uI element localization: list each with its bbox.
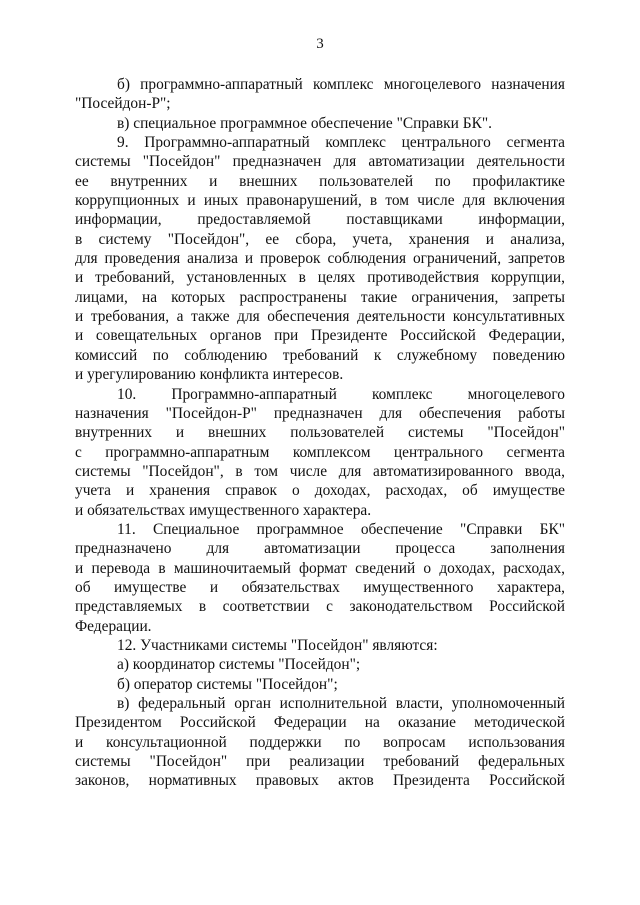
text-line: Федерации. (75, 617, 152, 635)
text-line: и урегулированию конфликта интересов. (75, 366, 344, 384)
text-line: в) федеральный орган исполнительной власти, уполномоченный (117, 695, 565, 712)
text-line: предназначено для автоматизации процесса заполнения (75, 540, 565, 558)
text-line: 9. Программно-аппаратный комплекс центрального сегмента (117, 134, 565, 152)
text-line: 12. Участниками системы "Посейдон" являются: (117, 636, 438, 654)
text-line: и совещательных органов при Президенте Российской Федерации, (75, 327, 565, 345)
text-line: для проведения анализа и проверок соблюдения ограничений, запретов (75, 250, 565, 268)
text-line: информации, предоставляемой поставщиками информации, (75, 211, 565, 229)
text-line: Президентом Российской Федерации на оказание методической (75, 714, 565, 732)
text-line: и перевода в машиночитаемый формат сведений о доходах, расходах, (75, 559, 565, 577)
text-line: и требования, а также для обеспечения деятельности консультативных (75, 308, 565, 326)
page-number: 3 (316, 36, 324, 52)
text-line: 10. Программно-аппаратный комплекс многоцелевого (117, 385, 565, 403)
text-line: лицами, на которых распространены такие ограничения, запреты (75, 288, 565, 306)
text-line: и консультационной поддержки по вопросам использования (75, 733, 565, 751)
text-line: законов, нормативных правовых актов Президента Российской (75, 772, 565, 790)
text-line: системы "Посейдон", в том числе для автоматизированного ввода, (75, 462, 565, 480)
text-line: в систему "Посейдон", ее сбора, учета, хранения и анализа, (75, 230, 565, 248)
text-line: внутренних и внешних пользователей системы "Посейдон" (75, 424, 565, 442)
text-line: б) программно-аппаратный комплекс многоцелевого назначения (117, 76, 565, 93)
text-line: 11. Специальное программное обеспечение "Справки БК" (117, 520, 565, 538)
text-line: "Посейдон-Р"; (75, 95, 171, 113)
text-line: ее внутренних и внешних пользователей по профилактике (75, 172, 565, 190)
text-line: комиссий по соблюдению требований к служебному поведению (75, 346, 565, 364)
text-line: в) специальное программное обеспечение "Справки БК". (117, 114, 492, 132)
text-line: системы "Посейдон" при реализации требований федеральных (75, 753, 565, 771)
document-body (75, 75, 565, 791)
text-line: назначения "Посейдон-Р" предназначен для обеспечения работы (75, 404, 565, 422)
text-line: с программно-аппаратным комплексом центрального сегмента (75, 443, 565, 461)
text-line: представляемых в соответствии с законодательством Российской (75, 598, 565, 616)
text-line: б) оператор системы "Посейдон"; (117, 675, 338, 693)
text-line: коррупционных и иных правонарушений, в том числе для включения (75, 192, 565, 210)
text-line: системы "Посейдон" предназначен для автоматизации деятельности (75, 153, 565, 171)
text-line: и требований, установленных в целях противодействия коррупции, (75, 269, 565, 287)
text-line: и обязательствах имущественного характера. (75, 501, 372, 519)
text-line: учета и хранения справок о доходах, расходах, об имуществе (75, 482, 565, 500)
text-line: об имуществе и обязательствах имущественного характера, (75, 578, 565, 596)
text-line: а) координатор системы "Посейдон"; (117, 656, 361, 674)
